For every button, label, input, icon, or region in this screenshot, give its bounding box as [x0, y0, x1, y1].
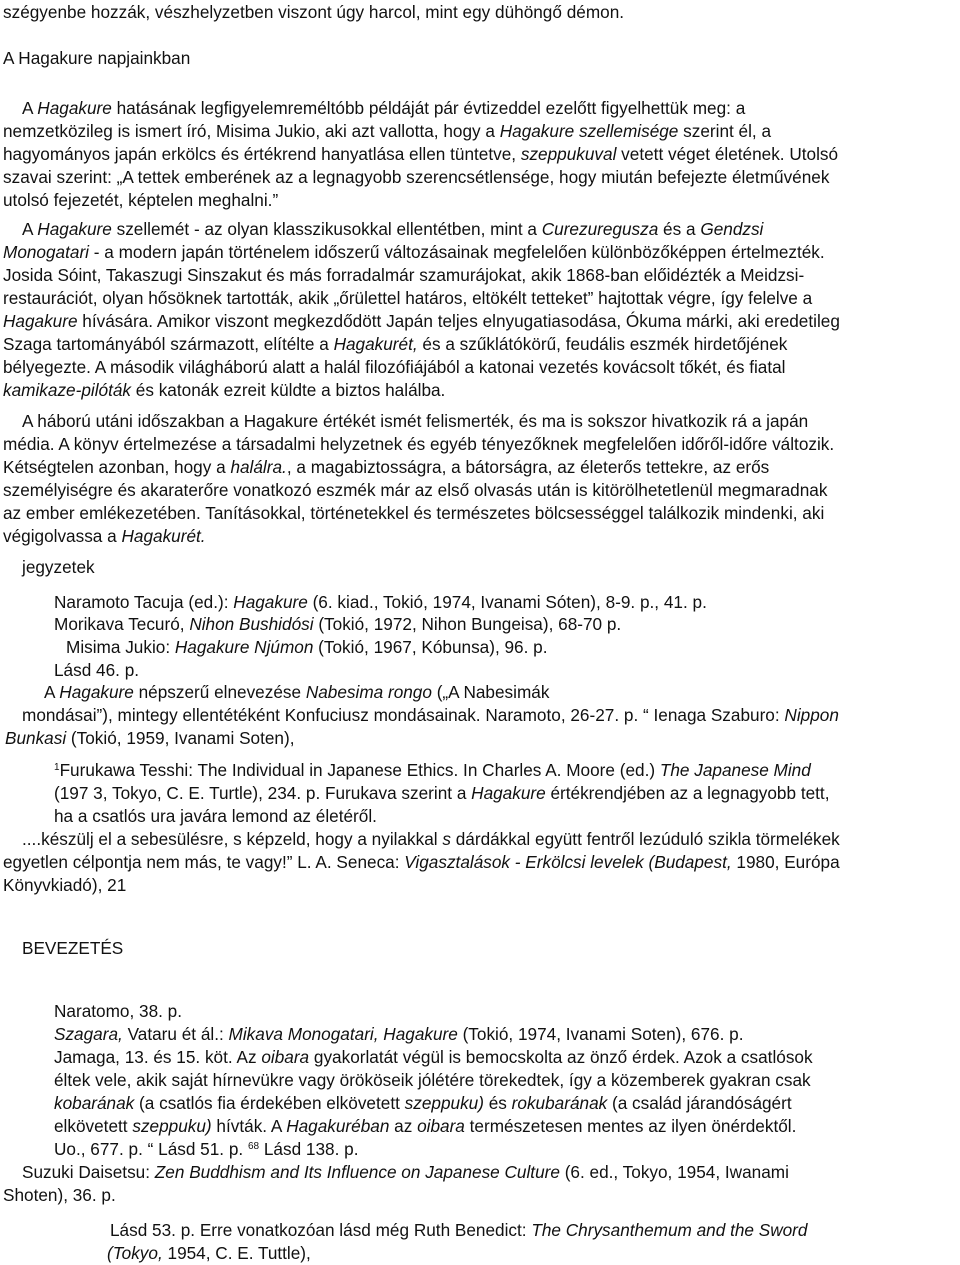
footnote-mark: 68 — [247, 1141, 260, 1152]
text-run: hívására. Amikor viszont megkezdődött Japán teljes elnyugatiasodása, Ókuma márki, aki eredetileg — [77, 311, 840, 331]
italic-text: Hagakurét. — [121, 526, 206, 546]
text-run: természetesen mentes az ilyen önérdektől. — [464, 1116, 797, 1136]
text-run: népszerű elnevezése — [133, 682, 306, 702]
text-run: és katonák ezreit küldte a biztos halálba. — [131, 380, 446, 400]
text-line — [3, 144, 838, 165]
text-line — [3, 852, 840, 873]
text-line — [3, 480, 827, 501]
italic-text: kobarának — [54, 1093, 135, 1113]
text-run: és a szűklátókörű, feudális eszmék hirdetőjének — [417, 334, 788, 354]
text-run: elkövetett — [54, 1116, 133, 1136]
chapter-heading — [22, 938, 123, 959]
text-run: Uo., 677. p. “ Lásd 51. p. — [54, 1139, 248, 1159]
text-run: Lásd 138. p. — [259, 1139, 359, 1159]
text-line — [3, 288, 812, 309]
text-run: Naramoto Tacuja (ed.): — [54, 592, 234, 612]
text-line — [3, 526, 206, 547]
text-run: 1954, C. E. Tuttle), — [162, 1243, 311, 1263]
text-run: utolsó fejezetét, képtelen meghalni.” — [3, 190, 279, 210]
text-run: (Tokió, 1967, Kóbunsa), 96. p. — [313, 637, 548, 657]
italic-text: halálra. — [230, 457, 287, 477]
text-run: (Tokió, 1959, Ivanami Soten), — [66, 728, 295, 748]
text-line — [54, 1024, 743, 1045]
text-line — [3, 1185, 116, 1206]
text-run: (a csatlós fia érdekében elkövetett — [134, 1093, 405, 1113]
text-run: jegyzetek — [22, 557, 95, 577]
italic-text: Hagakure — [37, 219, 112, 239]
text-line — [22, 98, 745, 119]
text-run: Naratomo, 38. p. — [54, 1001, 183, 1021]
text-line — [3, 434, 834, 455]
italic-text: Bunkasi — [5, 728, 67, 748]
text-run: Vataru ét ál.: — [122, 1024, 229, 1044]
italic-text: The Chrysanthemum and the Sword — [531, 1220, 808, 1240]
text-run: végigolvassa a — [3, 526, 122, 546]
text-run: Furukawa Tesshi: The Individual in Japanese Ethics. In Charles A. Moore (ed.) — [59, 760, 660, 780]
text-run: A — [22, 98, 38, 118]
text-line — [5, 728, 295, 749]
italic-text: rokubarának — [511, 1093, 608, 1113]
text-line — [54, 1070, 811, 1091]
text-run: Jamaga, 13. és 15. köt. Az — [54, 1047, 262, 1067]
text-run: Kétségtelen azonban, hogy a — [3, 457, 231, 477]
text-run: hívták. A — [211, 1116, 287, 1136]
text-line — [3, 167, 829, 188]
italic-text: Nihon Bushidósi — [189, 614, 314, 634]
italic-text: oibara — [261, 1047, 310, 1067]
text-run: szellemét - az olyan klasszikusokkal ellentétben, mint a — [111, 219, 542, 239]
notes-heading — [22, 557, 95, 578]
italic-text: szeppuku) — [404, 1093, 484, 1113]
text-line — [54, 592, 707, 613]
text-run: Lásd 46. p. — [54, 660, 140, 680]
text-run: A háború utáni időszakban a Hagakure értékét ismét felismerték, és ma is sokszor hivatkozik rá a japán — [22, 411, 809, 431]
text-line — [3, 457, 769, 478]
text-line — [54, 1116, 796, 1137]
text-run: nemzetközileg is ismert író, Misima Jukio, aki azt vallotta, hogy a — [3, 121, 500, 141]
text-run: A — [22, 219, 38, 239]
text-line — [3, 357, 786, 378]
text-run: szavai szerint: „A tettek emberének az a legnagyobb szerencsétlensége, hogy miután befejezte életművének — [3, 167, 830, 187]
italic-text: Zen Buddhism and Its Influence on Japanese Culture — [154, 1162, 560, 1182]
text-run: (Tokió, 1972, Nihon Bungeisa), 68-70 p. — [313, 614, 622, 634]
italic-text: Nippon — [784, 705, 839, 725]
text-run: (6. ed., Tokyo, 1954, Iwanami — [559, 1162, 789, 1182]
text-line — [3, 503, 824, 524]
text-line — [3, 311, 840, 332]
text-run: Suzuki Daisetsu: — [22, 1162, 155, 1182]
italic-text: Hagakure szellemisége — [499, 121, 679, 141]
italic-text: Hagakure — [59, 682, 134, 702]
text-run: szerint él, a — [678, 121, 772, 141]
text-run: Lásd 53. p. Erre vonatkozóan lásd még Ruth Benedict: — [110, 1220, 532, 1240]
text-line — [3, 875, 126, 896]
text-line — [110, 1220, 807, 1241]
section-heading — [3, 48, 190, 69]
text-line — [54, 1001, 182, 1022]
text-line — [3, 380, 445, 401]
text-run: Könyvkiadó), 21 — [3, 875, 127, 895]
text-run: (197 3, Tokyo, C. E. Turtle), 234. p. Furukava szerint a — [54, 783, 472, 803]
text-run: („A Nabesimák — [431, 682, 550, 702]
text-run: , a magabiztosságra, a bátorságra, az életerős tettekre, az erős — [286, 457, 770, 477]
text-line — [54, 614, 621, 635]
text-run: Morikava Tecuró, — [54, 614, 190, 634]
footnote-mark: 1 — [54, 762, 60, 773]
text-line — [3, 265, 804, 286]
italic-text: (Tokyo, — [107, 1243, 163, 1263]
text-run: restaurációt, olyan hősöknek tartották, akik „őrülettel határos, eltökélt tetteket” hajtottak végre, így felelve a — [3, 288, 813, 308]
text-line — [3, 121, 771, 142]
text-run: és a — [658, 219, 701, 239]
text-line — [22, 829, 840, 850]
text-run: (Tokió, 1974, Ivanami Soten), 676. p. — [457, 1024, 744, 1044]
text-run: éltek vele, akik saját hírnevükre vagy örököseik jólétére törekedtek, így a közemberek gyakran csak — [54, 1070, 811, 1090]
italic-text: Hagakure — [471, 783, 546, 803]
text-run: és — [483, 1093, 512, 1113]
italic-text: Hagakurét, — [333, 334, 418, 354]
text-line — [44, 682, 549, 703]
text-run: gyakorlatát végül is bemocskolta az önző érdek. Azok a csatlósok — [309, 1047, 813, 1067]
text-run: A Hagakure napjainkban — [3, 48, 191, 68]
text-run: szégyenbe hozzák, vészhelyzetben viszont úgy harcol, mint egy dühöngő démon. — [3, 2, 625, 22]
text-line — [54, 783, 829, 804]
italic-text: Hagakure — [233, 592, 308, 612]
italic-text: szeppukuval — [520, 144, 617, 164]
text-run: ha a csatlós ura javára lemond az életéről. — [54, 806, 377, 826]
italic-text: Hagakure Njúmon — [174, 637, 314, 657]
text-run: az — [389, 1116, 418, 1136]
text-line — [22, 411, 808, 432]
text-run: az ember emlékezetében. Tanításokkal, történetekkel és természetes bölcsességgel találkozik mindenki, aki — [3, 503, 825, 523]
text-line — [54, 1139, 358, 1160]
italic-text: s — [442, 829, 451, 849]
text-run: Shoten), 36. p. — [3, 1185, 116, 1205]
text-run: ....készülj el a sebesülésre, s képzeld, hogy a nyilakkal — [22, 829, 443, 849]
text-run: média. A könyv értelmezése a társadalmi helyzetnek és egyéb tényezőknek megfelelően időről-időre változik. — [3, 434, 835, 454]
text-line — [22, 705, 839, 726]
text-run: Misima Jukio: — [66, 637, 175, 657]
italic-text: The Japanese Mind — [659, 760, 811, 780]
text-run: értékrendjében az a legnagyobb tett, — [545, 783, 830, 803]
italic-text: szeppuku) — [132, 1116, 212, 1136]
italic-text: Mikava Monogatari, Hagakure — [228, 1024, 458, 1044]
text-line — [3, 334, 787, 355]
text-line — [54, 1047, 813, 1068]
italic-text: Hagakuréban — [286, 1116, 390, 1136]
text-run: Szaga tartományából származott, elítélte a — [3, 334, 334, 354]
text-line — [22, 219, 763, 240]
italic-text: Gendzsi — [700, 219, 764, 239]
italic-text: oibara — [417, 1116, 465, 1136]
text-line — [66, 637, 548, 658]
text-line — [3, 2, 624, 23]
text-run: dárdákkal együtt fentről lezúduló szikla törmelékek — [450, 829, 840, 849]
text-line — [54, 760, 811, 781]
text-run: személyiségre és akaraterőre vonatkozó eszmék már az első olvasás után is kitörölhetetlenül megmaradnak — [3, 480, 828, 500]
text-run: - a modern japán történelem időszerű változásainak megfelelően különbözőképpen értelmezték. — [89, 242, 825, 262]
text-line — [3, 190, 278, 211]
text-line — [54, 1093, 792, 1114]
text-run: (a család járandóságért — [607, 1093, 792, 1113]
text-run: egyetlen célpontja nem más, te vagy!” L. A. Seneca: — [3, 852, 405, 872]
text-run: BEVEZETÉS — [22, 938, 124, 958]
text-run: hatásának legfigyelemreméltóbb példáját pár évtizeddel ezelőtt figyelhettük meg: a — [111, 98, 746, 118]
text-run: vetett véget életének. Utolsó — [616, 144, 839, 164]
italic-text: Monogatari — [3, 242, 89, 262]
text-run: 1980, Európa — [731, 852, 840, 872]
italic-text: Vigasztalások - Erkölcsi levelek (Budapest, — [404, 852, 732, 872]
text-run: bélyegezte. A második világháború alatt a halál filozófiájából a katonai vezetés kovácsolt tőkét, és fiatal — [3, 357, 786, 377]
text-line — [3, 242, 825, 263]
text-run: (6. kiad., Tokió, 1974, Ivanami Sóten), 8-9. p., 41. p. — [307, 592, 707, 612]
text-run: mondásai”), mintegy ellentétéként Konfuciusz mondásainak. Naramoto, 26-27. p. “ Ienaga Szaburo: — [22, 705, 785, 725]
italic-text: Nabesima rongo — [305, 682, 432, 702]
italic-text: Curezuregusza — [541, 219, 659, 239]
text-run: hagyományos japán erkölcs és értékrend hanyatlása ellen tüntetve, — [3, 144, 521, 164]
text-line — [107, 1243, 311, 1264]
text-line — [54, 806, 377, 827]
italic-text: Hagakure — [3, 311, 78, 331]
italic-text: kamikaze-pilóták — [3, 380, 131, 400]
italic-text: Hagakure — [37, 98, 112, 118]
italic-text: Szagara, — [54, 1024, 123, 1044]
text-line — [54, 660, 139, 681]
text-line — [22, 1162, 789, 1183]
text-run: Josida Sóint, Takaszugi Sinszakut és más forradalmár szamurájokat, akik 1868-ban előidézték a Meidzsi- — [3, 265, 805, 285]
text-run: A — [44, 682, 60, 702]
